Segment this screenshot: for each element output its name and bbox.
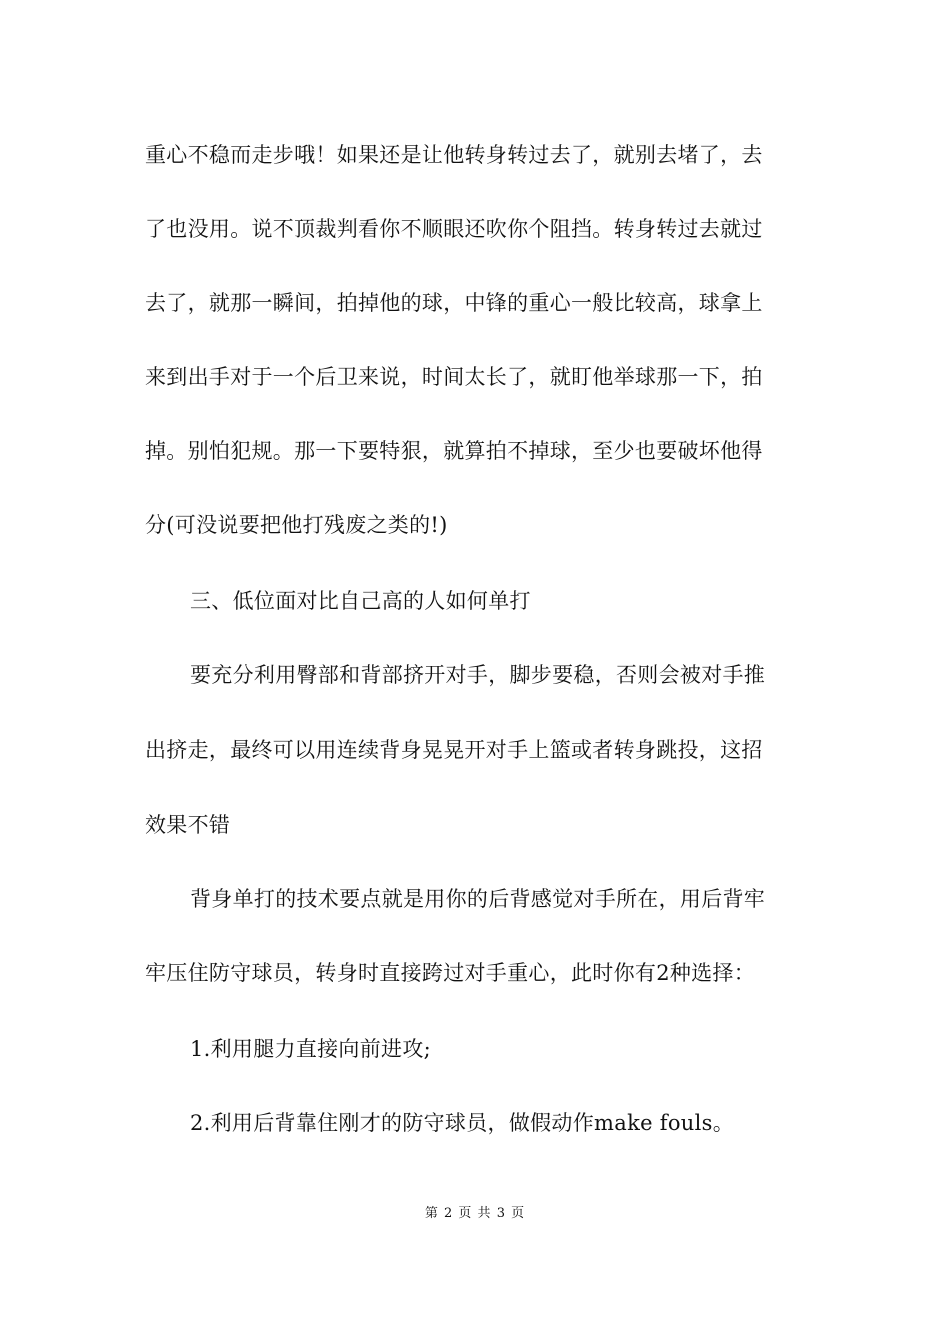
text-line: 出挤走，最终可以用连续背身晃晃开对手上篮或者转身跳投，这招 — [145, 738, 763, 762]
list-item: 1.利用腿力直接向前进攻; — [190, 1037, 432, 1061]
text-line: 分(可没说要把他打残废之类的!) — [145, 513, 448, 537]
text-line: 效果不错 — [145, 813, 231, 837]
list-item: 2.利用后背靠住刚才的防守球员，做假动作make fouls。 — [190, 1111, 735, 1135]
page-number-label: 第 2 页 共 3 页 — [424, 1206, 526, 1221]
section-heading: 三、低位面对比自己高的人如何单打 — [190, 589, 531, 613]
text-line: 了也没用。说不顶裁判看你不顺眼还吹你个阻挡。转身转过去就过 — [145, 217, 763, 241]
text-line: 背身单打的技术要点就是用你的后背感觉对手所在，用后背牢 — [190, 887, 766, 911]
page-footer — [0, 1205, 950, 1223]
text-line: 牢压住防守球员，转身时直接跨过对手重心，此时你有2种选择： — [145, 961, 756, 985]
text-line: 来到出手对于一个后卫来说，时间太长了，就盯他举球那一下，拍 — [145, 365, 763, 389]
text-line: 掉。别怕犯规。那一下要特狠，就算拍不掉球，至少也要破坏他得 — [145, 439, 763, 463]
text-line: 要充分利用臀部和背部挤开对手，脚步要稳，否则会被对手推 — [190, 663, 766, 687]
text-line: 重心不稳而走步哦！如果还是让他转身转过去了，就别去堵了，去 — [145, 143, 763, 167]
text-line: 去了，就那一瞬间，拍掉他的球，中锋的重心一般比较高，球拿上 — [145, 291, 763, 315]
